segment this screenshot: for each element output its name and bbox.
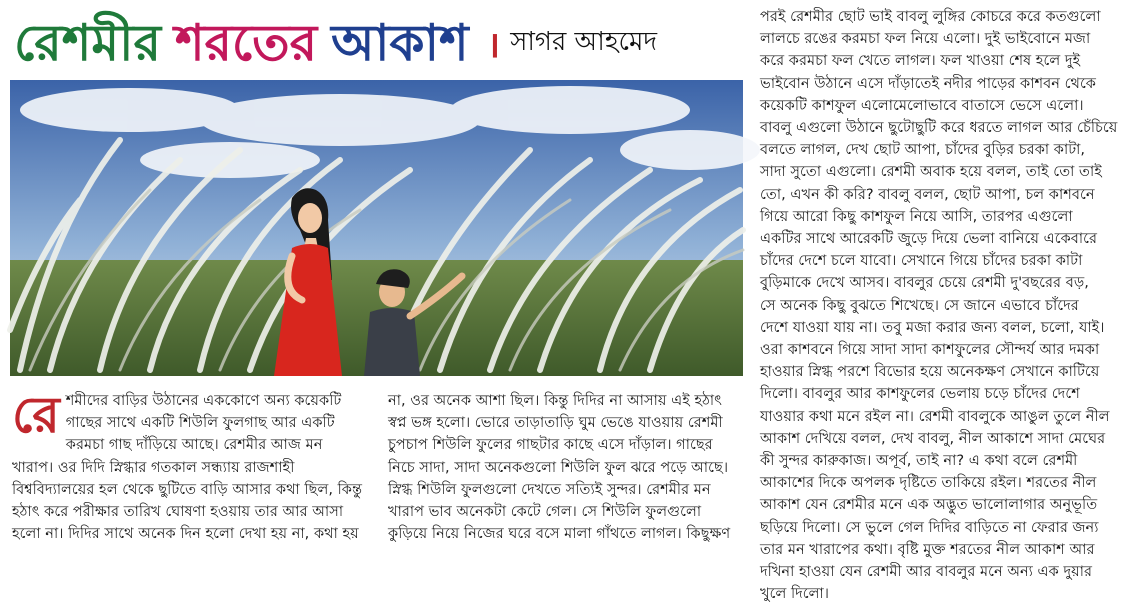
article-column-3 <box>760 6 1132 605</box>
col1-line: হলো না। দিদির সাথে অনেক দিন হলো দেখা হয় না, কথা হয় <box>12 525 359 543</box>
col3-line: আকাশ দেখিয়ে বলল, দেখ বাবলু, নীল আকাশে সাদা মেঘের <box>760 429 1106 447</box>
col3-line: করে করমচা ফল খেতে লাগল। ফল খাওয়া শেষ হলে দুই <box>760 52 1081 70</box>
col3-line: আকাশ যেন রেশমীর মনে এক অদ্ভুত ভালোলাগার অনুভূতি <box>760 496 1098 514</box>
title-word-3: আকাশ <box>331 14 469 72</box>
title-word-2: শরতের <box>174 14 318 72</box>
col3-line: আকাশের দিকে অপলক দৃষ্টিতে তাকিয়ে রইল। শরতের নীল <box>760 474 1097 492</box>
col3-line: চাঁদের দেশে চলে যাবো। সেখানে গিয়ে চাঁদের চরকা কাটা <box>760 252 1083 270</box>
dropcap: রে <box>12 386 60 444</box>
col3-line: কী সুন্দর কারুকাজ। অপূর্ব, তাই না? এ কথা বলে রেশমী <box>760 452 1078 470</box>
col3-line: গিয়ে আরো কিছু কাশফুল নিয়ে আসি, তারপর এগুলো <box>760 207 1073 225</box>
col3-line: হাওয়ার স্নিগ্ধ পরশে বিভোর হয়ে অনেকক্ষণ সেখানে কাটিয়ে <box>760 363 1100 381</box>
col2-line: স্নিগ্ধ শিউলি ফুলগুলো দেখতে সত্যিই সুন্দর। রেশমীর মন <box>388 480 711 498</box>
col3-line: পরই রেশমীর ছোট ভাই বাবলু লুঙ্গির কোচরে করে কতগুলো <box>760 8 1101 25</box>
col3-line: তো, এখন কী করি? বাবলু বলল, ছোট আপা, চল কাশবনে <box>760 185 1095 203</box>
article-column-2 <box>388 390 740 545</box>
col3-line: লালচে রঙের করমচা ফল নিয়ে এলো। দুই ভাইবোনে মজা <box>760 30 1091 48</box>
kashful-scene-image <box>10 80 743 376</box>
col3-line: দিলো। বাবলুর আর কাশফুলের ভেলায় চড়ে চাঁদের দেশে <box>760 385 1080 403</box>
col3-line: দেশে যাওয়া যায় না। তবু মজা করার জন্য বলল, চলো, যাই। <box>760 318 1105 336</box>
col3-line: বলতে লাগল, দেখ ছোট আপা, চাঁদের বুড়ির চরকা কাটা, <box>760 141 1086 159</box>
col2-line: নিচে সাদা, সাদা অনেকগুলো শিউলি ফুল ঝরে পড়ে আছে। <box>388 458 729 476</box>
col3-line: ভাইবোন উঠানে এসে দাঁড়াতেই নদীর পাড়ের কাশবন থেকে <box>760 74 1097 92</box>
col3-line: ওরা কাশবনে গিয়ে সাদা সাদা কাশফুলের সৌন্দর্য আর দমকা <box>760 341 1100 359</box>
col1-line: করমচা গাছ দাঁড়িয়ে আছে। রেশমীর আজ মন <box>65 436 323 454</box>
col3-line: একটির সাথে আরেকটি জুড়ে দিয়ে ভেলা বানিয়ে একেবারে <box>760 230 1098 248</box>
col1-line: গাছের সাথে একটি শিউলি ফুলগাছ আর একটি <box>65 414 335 432</box>
col3-line: তার মন খারাপের কথা। বৃষ্টি মুক্ত শরতের নীল আকাশ আর <box>760 540 1095 558</box>
title-separator: । <box>486 24 501 66</box>
article-column-1 <box>12 386 367 545</box>
col3-line: বাবলু এগুলো উঠানে ছুটোছুটি করে ধরতে লাগল আর চেঁচিয়ে <box>760 119 1118 137</box>
col3-line: যাওয়ার কথা মনে রইল না। রেশমী বাবলুকে আঙুল তুলে নীল <box>760 407 1110 425</box>
col2-line: না, ওর অনেক আশা ছিল। কিন্তু দিদির না আসায় এই হঠাৎ <box>388 392 722 409</box>
col1-line: বিশ্ববিদ্যালয়ের হল থেকে ছুটিতে বাড়ি আসার কথা ছিল, কিন্তু <box>12 480 363 498</box>
article-title <box>14 8 744 78</box>
col2-line: স্বপ্ন ভঙ্গ হলো। ভোরে তাড়াতাড়ি ঘুম ভেঙে যাওয়ায় রেশমী <box>388 414 723 432</box>
col3-line: খুলে দিলো। <box>760 585 829 603</box>
col1-line: খারাপ। ওর দিদি স্নিগ্ধার গতকাল সন্ধ্যায় রাজশাহী <box>12 458 295 476</box>
col3-line: সে অনেক কিছু বুঝতে শিখেছে। সে জানে এভাবে চাঁদের <box>760 296 1079 314</box>
author-byline: সাগর আহমেদ <box>510 27 658 57</box>
article-illustration <box>10 80 743 376</box>
col2-line: খারাপ ভাব অনেকটা কেটে গেল। সে শিউলি ফুলগুলো <box>388 503 702 521</box>
col3-line: কয়েকটি কাশফুল এলোমেলোভাবে বাতাসে ভেসে এলো। <box>760 96 1084 114</box>
col3-line: ছড়িয়ে দিলো। সে ভুলে গেল দিদির বাড়িতে না ফেরার জন্য <box>760 518 1099 536</box>
col1-line: শমীদের বাড়ির উঠানের এককোণে অন্য কয়েকটি <box>65 392 342 409</box>
col3-line: বুড়িমাকে দেখে আসব। বাবলুর চেয়ে রেশমী দু'বছরের বড়, <box>760 274 1089 292</box>
col3-line: সাদা সুতো এগুলো। রেশমী অবাক হয়ে বলল, তাই তো তাই <box>760 163 1102 181</box>
title-word-1: রেশমীর <box>14 14 161 72</box>
col1-line: হঠাৎ করে পরীক্ষার তারিখ ঘোষণা হওয়ায় তার আর আসা <box>12 503 344 521</box>
col3-line: দখিনা হাওয়া যেন রেশমী আর বাবলুর মনে অন্য এক দুয়ার <box>760 563 1093 581</box>
col2-line: কুড়িয়ে নিয়ে নিজের ঘরে বসে মালা গাঁথতে লাগল। কিছুক্ষণ <box>388 525 731 543</box>
col2-line: চুপচাপ শিউলি ফুলের গাছটার কাছে এসে দাঁড়াল। গাছের <box>388 436 713 454</box>
